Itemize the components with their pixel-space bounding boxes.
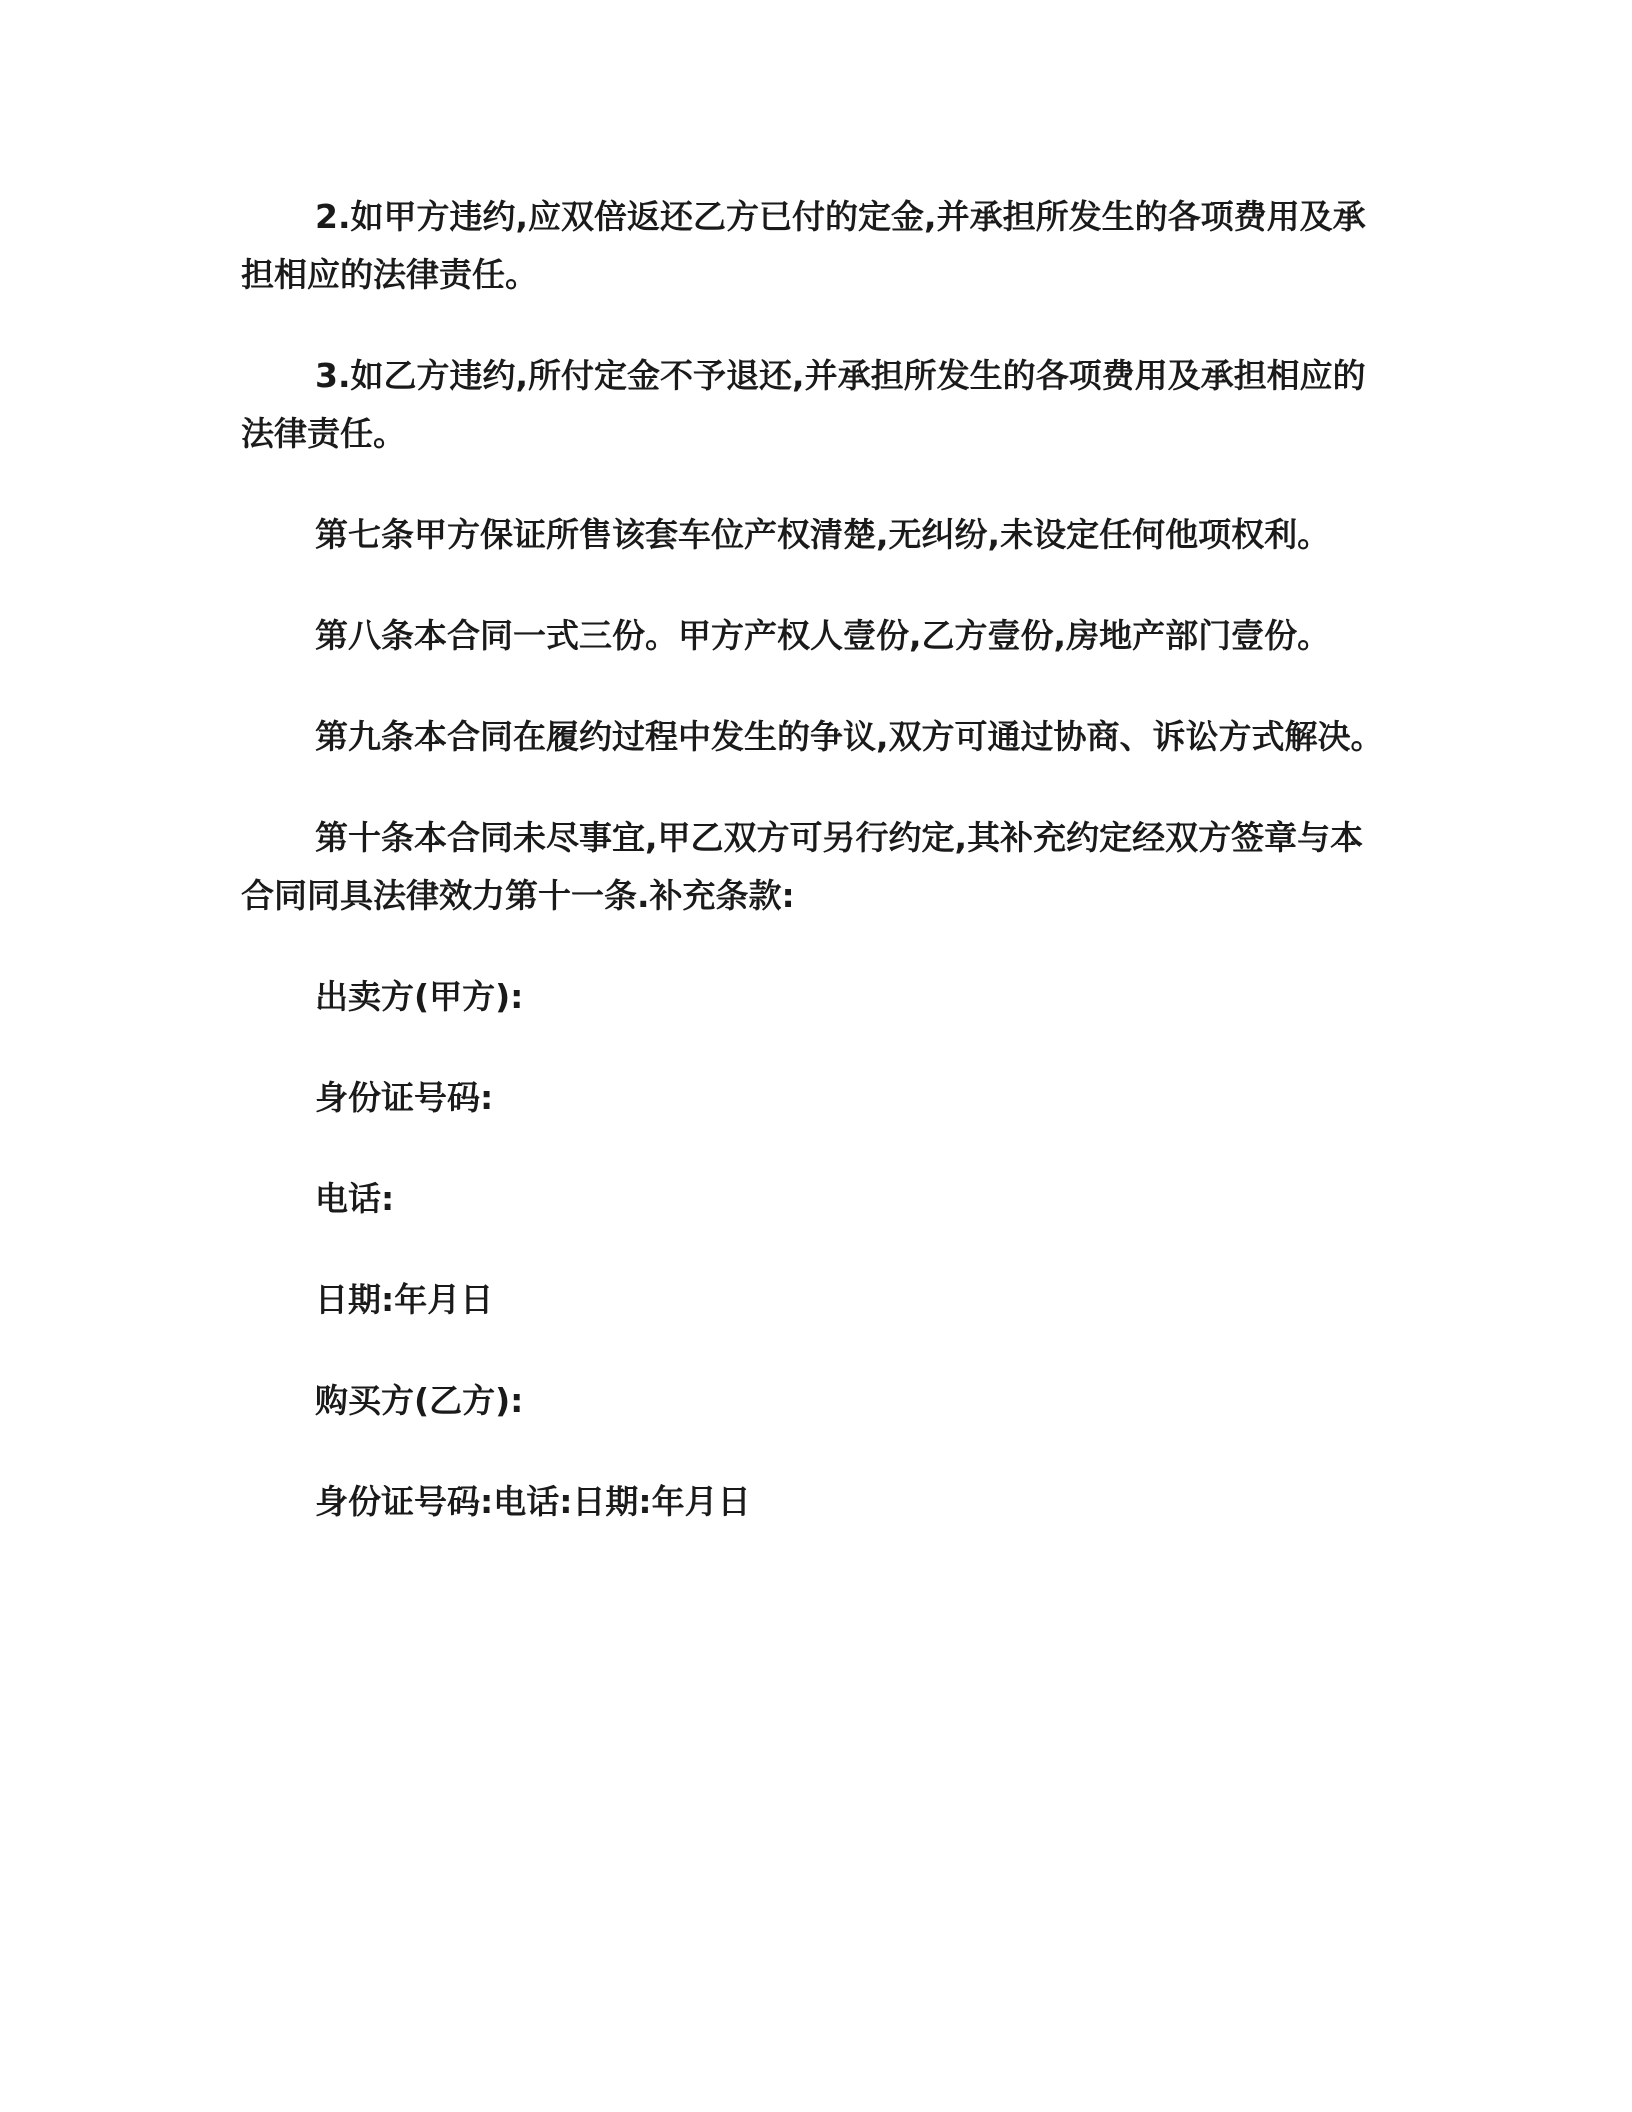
clause-paragraph: 第七条甲方保证所售该套车位产权清楚,无纠纷,未设定任何他项权利。: [315, 515, 1331, 554]
seller-label: 出卖方(甲方):: [315, 977, 524, 1016]
seller-id-number-label: 身份证号码:: [315, 1078, 494, 1117]
seller-phone-label: 电话:: [315, 1179, 395, 1218]
buyer-details-label: 身份证号码:电话:日期:年月日: [315, 1482, 751, 1521]
seller-date-label: 日期:年月日: [315, 1280, 494, 1319]
clause-paragraph: 3.如乙方违约,所付定金不予退还,并承担所发生的各项费用及承担相应的法律责任。: [241, 356, 1366, 453]
document-body: [241, 188, 1391, 1574]
clause-paragraph: 2.如甲方违约,应双倍返还乙方已付的定金,并承担所发生的各项费用及承担相应的法律责任。: [241, 197, 1366, 294]
clause-paragraph: 第九条本合同在履约过程中发生的争议,双方可通过协商、诉讼方式解决。: [315, 717, 1384, 756]
clause-paragraph: 第十条本合同未尽事宜,甲乙双方可另行约定,其补充约定经双方签章与本合同同具法律效力第十一条.补充条款:: [241, 818, 1364, 915]
buyer-label: 购买方(乙方):: [315, 1381, 524, 1420]
clause-paragraph: 第八条本合同一式三份。甲方产权人壹份,乙方壹份,房地产部门壹份。: [315, 616, 1331, 655]
